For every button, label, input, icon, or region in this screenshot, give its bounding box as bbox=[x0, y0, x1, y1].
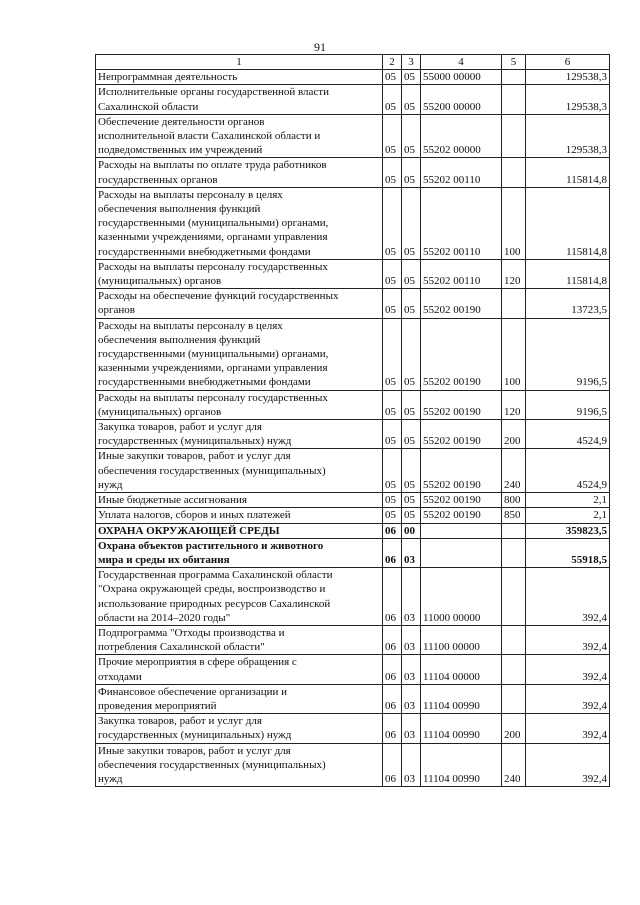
column-header: 4 bbox=[421, 55, 502, 70]
expense-type-code: 120 bbox=[502, 390, 526, 419]
row-name-line: потребления Сахалинской области" bbox=[98, 641, 265, 654]
row-name-line: государственных (муниципальных) нужд bbox=[98, 435, 292, 448]
row-name bbox=[96, 187, 383, 259]
expense-type-code bbox=[502, 568, 526, 626]
row-name bbox=[96, 714, 383, 743]
row-name bbox=[96, 158, 383, 187]
subsection-code: 00 bbox=[402, 523, 421, 538]
target-article-code: 55202 00000 bbox=[421, 114, 502, 158]
subsection-code: 05 bbox=[402, 187, 421, 259]
section-code: 06 bbox=[383, 625, 402, 654]
target-article-code: 55202 00190 bbox=[421, 318, 502, 390]
row-name-line: обеспечения государственных (муниципальных) bbox=[98, 464, 326, 477]
expense-type-code bbox=[502, 289, 526, 318]
amount: 392,4 bbox=[526, 684, 610, 713]
target-article-code: 11100 00000 bbox=[421, 625, 502, 654]
subsection-code: 03 bbox=[402, 568, 421, 626]
table-row bbox=[96, 390, 610, 419]
table-row bbox=[96, 523, 610, 538]
target-article-code: 55202 00190 bbox=[421, 508, 502, 523]
subsection-code: 03 bbox=[402, 655, 421, 684]
row-name bbox=[96, 493, 383, 508]
section-code: 06 bbox=[383, 655, 402, 684]
amount: 392,4 bbox=[526, 625, 610, 654]
section-code: 05 bbox=[383, 259, 402, 288]
row-name-line: Исполнительные органы государственной власти bbox=[98, 86, 329, 99]
row-name-line: государственными внебюджетными фондами bbox=[98, 245, 311, 258]
amount: 392,4 bbox=[526, 714, 610, 743]
row-name bbox=[96, 523, 383, 538]
row-name-line: Закупка товаров, работ и услуг для bbox=[98, 715, 262, 728]
table-row bbox=[96, 158, 610, 187]
row-name bbox=[96, 70, 383, 85]
target-article-code: 55200 00000 bbox=[421, 85, 502, 114]
section-code: 05 bbox=[383, 114, 402, 158]
row-name-line: проведения мероприятий bbox=[98, 699, 217, 712]
table-row bbox=[96, 70, 610, 85]
table-row bbox=[96, 289, 610, 318]
target-article-code: 55202 00190 bbox=[421, 289, 502, 318]
table-row bbox=[96, 420, 610, 449]
row-name bbox=[96, 318, 383, 390]
row-name-line: Закупка товаров, работ и услуг для bbox=[98, 421, 262, 434]
expense-type-code bbox=[502, 655, 526, 684]
expense-type-code: 200 bbox=[502, 714, 526, 743]
column-header: 6 bbox=[526, 55, 610, 70]
row-name-line: Государственная программа Сахалинской области bbox=[98, 569, 333, 582]
section-code: 06 bbox=[383, 714, 402, 743]
target-article-code bbox=[421, 523, 502, 538]
subsection-code: 05 bbox=[402, 158, 421, 187]
row-name-line: Сахалинской области bbox=[98, 100, 199, 113]
expense-type-code bbox=[502, 523, 526, 538]
subsection-code: 05 bbox=[402, 70, 421, 85]
expense-type-code bbox=[502, 70, 526, 85]
section-code: 05 bbox=[383, 85, 402, 114]
row-name-line: "Охрана окружающей среды, воспроизводство и bbox=[98, 583, 326, 596]
row-name-line: Финансовое обеспечение организации и bbox=[98, 685, 287, 698]
target-article-code: 55202 00190 bbox=[421, 390, 502, 419]
section-code: 06 bbox=[383, 523, 402, 538]
row-name-line: Обеспечение деятельности органов bbox=[98, 115, 265, 128]
amount: 129538,3 bbox=[526, 70, 610, 85]
expense-type-code: 800 bbox=[502, 493, 526, 508]
table-row bbox=[96, 743, 610, 787]
expense-type-code: 100 bbox=[502, 187, 526, 259]
expense-type-code: 100 bbox=[502, 318, 526, 390]
row-name-line: отходами bbox=[98, 670, 142, 683]
table-row bbox=[96, 625, 610, 654]
page-number: 91 bbox=[314, 40, 326, 54]
row-name-line: Иные закупки товаров, работ и услуг для bbox=[98, 744, 291, 757]
row-name-line: казенными учреждениями, органами управления bbox=[98, 362, 328, 375]
table-row bbox=[96, 493, 610, 508]
row-name-line: ОХРАНА ОКРУЖАЮЩЕЙ СРЕДЫ bbox=[98, 524, 280, 537]
subsection-code: 05 bbox=[402, 318, 421, 390]
target-article-code: 55202 00190 bbox=[421, 493, 502, 508]
table-row bbox=[96, 187, 610, 259]
section-code: 05 bbox=[383, 493, 402, 508]
row-name-line: государственными (муниципальными) органами, bbox=[98, 217, 329, 230]
row-name-line: Иные бюджетные ассигнования bbox=[98, 494, 247, 507]
row-name bbox=[96, 508, 383, 523]
table-row bbox=[96, 114, 610, 158]
expense-type-code: 120 bbox=[502, 259, 526, 288]
section-code: 05 bbox=[383, 420, 402, 449]
target-article-code: 11104 00990 bbox=[421, 684, 502, 713]
row-name-line: Подпрограмма "Отходы производства и bbox=[98, 626, 285, 639]
row-name-line: (муниципальных) органов bbox=[98, 405, 222, 418]
amount: 2,1 bbox=[526, 508, 610, 523]
row-name-line: обеспечения выполнения функций bbox=[98, 203, 261, 216]
target-article-code: 11104 00990 bbox=[421, 743, 502, 787]
table-row bbox=[96, 568, 610, 626]
row-name-line: Уплата налогов, сборов и иных платежей bbox=[98, 509, 291, 522]
amount: 392,4 bbox=[526, 655, 610, 684]
amount: 9196,5 bbox=[526, 318, 610, 390]
row-name-line: Иные закупки товаров, работ и услуг для bbox=[98, 450, 291, 463]
row-name bbox=[96, 625, 383, 654]
expense-type-code bbox=[502, 684, 526, 713]
amount: 55918,5 bbox=[526, 538, 610, 567]
section-code: 05 bbox=[383, 70, 402, 85]
section-code: 05 bbox=[383, 390, 402, 419]
row-name-line: (муниципальных) органов bbox=[98, 275, 222, 288]
row-name-line: государственными (муниципальными) органами, bbox=[98, 348, 329, 361]
section-code: 06 bbox=[383, 743, 402, 787]
row-name-line: мира и среды их обитания bbox=[98, 553, 230, 566]
expense-type-code: 240 bbox=[502, 449, 526, 493]
row-name-line: подведомственных им учреждений bbox=[98, 144, 263, 157]
table-row bbox=[96, 508, 610, 523]
table-row bbox=[96, 538, 610, 567]
target-article-code: 55202 00110 bbox=[421, 158, 502, 187]
amount: 4524,9 bbox=[526, 449, 610, 493]
row-name-line: Охрана объектов растительного и животного bbox=[98, 539, 324, 552]
amount: 392,4 bbox=[526, 743, 610, 787]
row-name-line: обеспечения выполнения функций bbox=[98, 333, 261, 346]
expense-type-code bbox=[502, 158, 526, 187]
row-name-line: органов bbox=[98, 304, 135, 317]
column-header: 5 bbox=[502, 55, 526, 70]
section-code: 06 bbox=[383, 684, 402, 713]
subsection-code: 03 bbox=[402, 743, 421, 787]
row-name bbox=[96, 743, 383, 787]
section-code: 05 bbox=[383, 449, 402, 493]
table-row bbox=[96, 684, 610, 713]
subsection-code: 05 bbox=[402, 449, 421, 493]
subsection-code: 05 bbox=[402, 114, 421, 158]
row-name-line: обеспечения государственных (муниципальных) bbox=[98, 758, 326, 771]
table-row bbox=[96, 85, 610, 114]
amount: 129538,3 bbox=[526, 85, 610, 114]
amount: 115814,8 bbox=[526, 158, 610, 187]
table-row bbox=[96, 318, 610, 390]
amount: 115814,8 bbox=[526, 187, 610, 259]
subsection-code: 05 bbox=[402, 508, 421, 523]
section-code: 05 bbox=[383, 289, 402, 318]
row-name-line: Расходы на выплаты персоналу в целях bbox=[98, 188, 283, 201]
row-name-line: государственных (муниципальных) нужд bbox=[98, 729, 292, 742]
column-header: 2 bbox=[383, 55, 402, 70]
target-article-code: 11104 00990 bbox=[421, 714, 502, 743]
table-row bbox=[96, 714, 610, 743]
amount: 13723,5 bbox=[526, 289, 610, 318]
target-article-code: 55000 00000 bbox=[421, 70, 502, 85]
row-name bbox=[96, 289, 383, 318]
amount: 9196,5 bbox=[526, 390, 610, 419]
table-header-row bbox=[96, 55, 610, 70]
row-name-line: государственных органов bbox=[98, 173, 218, 186]
row-name-line: Расходы на выплаты персоналу государственных bbox=[98, 391, 328, 404]
section-code: 06 bbox=[383, 568, 402, 626]
subsection-code: 03 bbox=[402, 684, 421, 713]
column-header: 3 bbox=[402, 55, 421, 70]
section-code: 05 bbox=[383, 318, 402, 390]
amount: 4524,9 bbox=[526, 420, 610, 449]
column-header: 1 bbox=[96, 55, 383, 70]
target-article-code: 11104 00000 bbox=[421, 655, 502, 684]
row-name bbox=[96, 449, 383, 493]
amount: 2,1 bbox=[526, 493, 610, 508]
row-name-line: Прочие мероприятия в сфере обращения с bbox=[98, 656, 297, 669]
section-code: 06 bbox=[383, 538, 402, 567]
expense-type-code: 850 bbox=[502, 508, 526, 523]
row-name bbox=[96, 85, 383, 114]
amount: 359823,5 bbox=[526, 523, 610, 538]
row-name bbox=[96, 655, 383, 684]
row-name-line: казенными учреждениями, органами управления bbox=[98, 231, 328, 244]
row-name-line: области на 2014–2020 годы" bbox=[98, 611, 231, 624]
amount: 392,4 bbox=[526, 568, 610, 626]
expense-type-code bbox=[502, 538, 526, 567]
section-code: 05 bbox=[383, 508, 402, 523]
row-name bbox=[96, 538, 383, 567]
subsection-code: 05 bbox=[402, 420, 421, 449]
expense-type-code bbox=[502, 625, 526, 654]
target-article-code: 55202 00110 bbox=[421, 259, 502, 288]
expense-type-code: 240 bbox=[502, 743, 526, 787]
row-name bbox=[96, 390, 383, 419]
budget-table bbox=[95, 54, 610, 787]
target-article-code bbox=[421, 538, 502, 567]
row-name-line: Расходы на выплаты по оплате труда работников bbox=[98, 159, 327, 172]
row-name-line: нужд bbox=[98, 478, 123, 491]
target-article-code: 55202 00190 bbox=[421, 420, 502, 449]
amount: 129538,3 bbox=[526, 114, 610, 158]
subsection-code: 03 bbox=[402, 538, 421, 567]
table-row bbox=[96, 655, 610, 684]
subsection-code: 05 bbox=[402, 390, 421, 419]
row-name bbox=[96, 114, 383, 158]
expense-type-code: 200 bbox=[502, 420, 526, 449]
row-name-line: государственными внебюджетными фондами bbox=[98, 376, 311, 389]
subsection-code: 05 bbox=[402, 85, 421, 114]
expense-type-code bbox=[502, 114, 526, 158]
row-name-line: Расходы на выплаты персоналу в целях bbox=[98, 319, 283, 332]
subsection-code: 05 bbox=[402, 493, 421, 508]
section-code: 05 bbox=[383, 187, 402, 259]
row-name-line: нужд bbox=[98, 772, 123, 785]
section-code: 05 bbox=[383, 158, 402, 187]
row-name-line: Расходы на выплаты персоналу государственных bbox=[98, 260, 328, 273]
subsection-code: 03 bbox=[402, 625, 421, 654]
expense-type-code bbox=[502, 85, 526, 114]
subsection-code: 03 bbox=[402, 714, 421, 743]
row-name-line: Непрограммная деятельность bbox=[98, 71, 238, 84]
table-row bbox=[96, 449, 610, 493]
row-name bbox=[96, 259, 383, 288]
table-row bbox=[96, 259, 610, 288]
row-name bbox=[96, 568, 383, 626]
row-name-line: использование природных ресурсов Сахалинской bbox=[98, 597, 331, 610]
target-article-code: 11000 00000 bbox=[421, 568, 502, 626]
row-name-line: исполнительной власти Сахалинской области и bbox=[98, 130, 321, 143]
row-name-line: Расходы на обеспечение функций государственных bbox=[98, 290, 339, 303]
subsection-code: 05 bbox=[402, 259, 421, 288]
amount: 115814,8 bbox=[526, 259, 610, 288]
row-name bbox=[96, 684, 383, 713]
target-article-code: 55202 00190 bbox=[421, 449, 502, 493]
subsection-code: 05 bbox=[402, 289, 421, 318]
row-name bbox=[96, 420, 383, 449]
target-article-code: 55202 00110 bbox=[421, 187, 502, 259]
